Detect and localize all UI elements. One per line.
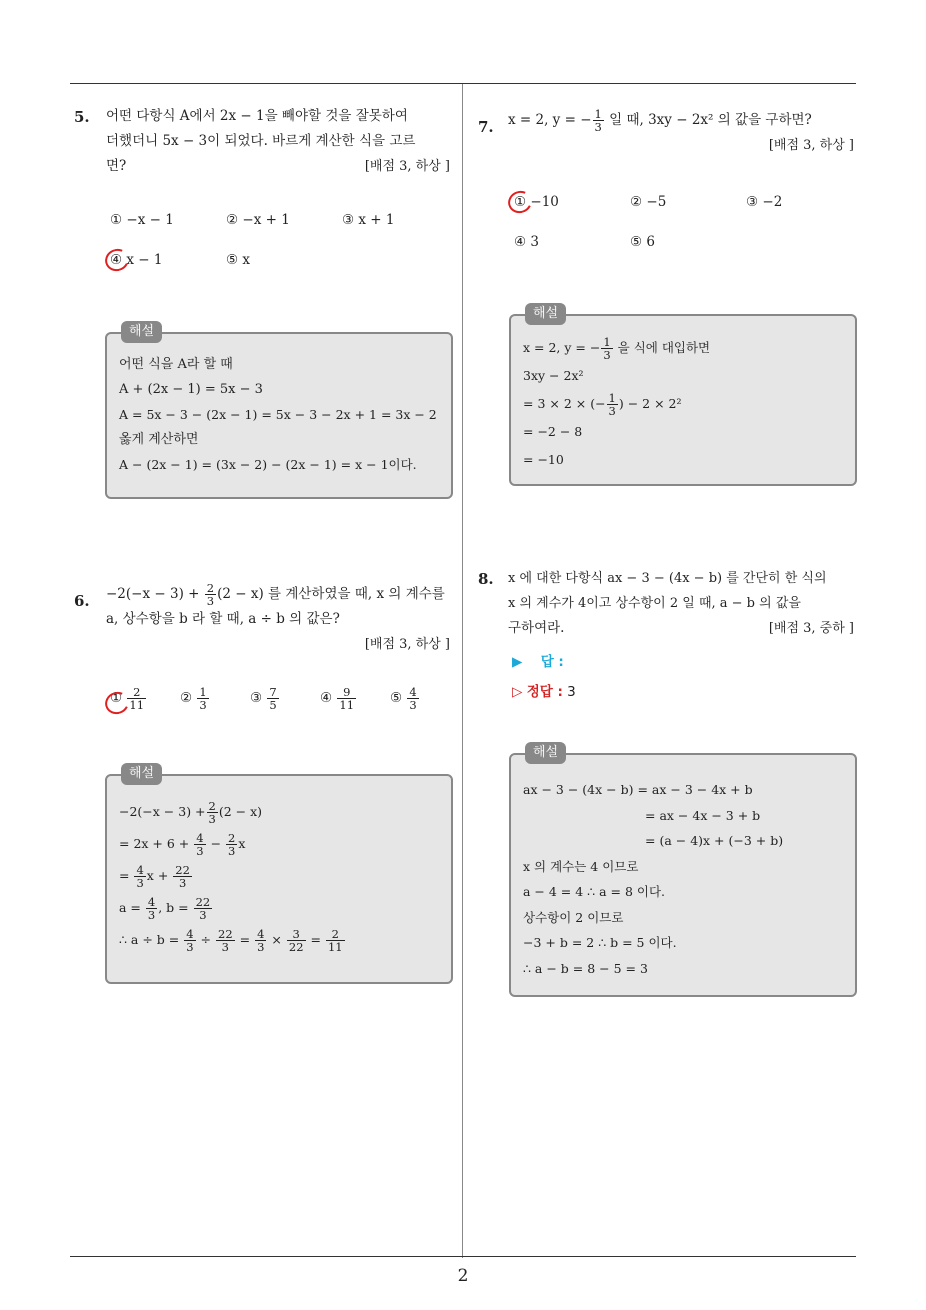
solution-line: 상수항이 2 이므로 <box>523 909 624 925</box>
fraction-numerator: 7 <box>269 685 277 699</box>
solution-line: 3xy − 2x² <box>523 368 584 383</box>
solution-line <box>523 334 843 362</box>
fraction-numerator: 9 <box>337 686 356 699</box>
fraction-denominator: 3 <box>199 698 207 712</box>
choice-label: ① <box>110 690 123 706</box>
fraction-numerator: 1 <box>199 685 207 699</box>
fraction-numerator: 1 <box>608 391 616 405</box>
math-text: x = 2, y = − <box>508 112 592 128</box>
math-text: = <box>119 868 130 883</box>
fraction-denominator: 5 <box>269 698 277 712</box>
choice-3[interactable]: ③ −2 <box>746 194 783 210</box>
problem-7-line-1 <box>508 108 858 133</box>
choice-1[interactable]: ① −x − 1 <box>110 212 174 228</box>
fraction-denominator: 3 <box>608 404 616 418</box>
math-text: − <box>210 836 222 851</box>
choice-4[interactable] <box>320 686 357 711</box>
solution-line: A + (2x − 1) = 5x − 3 <box>119 382 263 397</box>
fraction <box>205 582 216 607</box>
correct-answer-value: 3 <box>567 684 576 700</box>
fraction-denominator: 3 <box>228 844 236 858</box>
fraction-denominator: 11 <box>339 698 355 712</box>
solution-line: a − 4 = 4 ∴ a = 8 이다. <box>523 884 666 899</box>
fraction <box>127 686 146 711</box>
fraction-denominator: 22 <box>288 940 304 954</box>
fraction-denominator: 3 <box>196 844 204 858</box>
choice-5[interactable]: ⑤ x <box>226 252 251 268</box>
solution-line: = ax − 4x − 3 + b <box>645 807 761 823</box>
fraction-denominator: 3 <box>147 908 156 922</box>
fraction-denominator: 3 <box>136 876 144 890</box>
choice-3[interactable]: ③ x + 1 <box>342 212 395 228</box>
solution-line: −3 + b = 2 ∴ b = 5 이다. <box>523 935 677 950</box>
fraction <box>267 686 278 711</box>
correct-answer-label: 정답 : <box>526 684 563 700</box>
fraction <box>226 832 237 857</box>
math-text: x = 2, y = − <box>523 340 601 355</box>
page-number: 2 <box>457 1266 469 1286</box>
solution-line <box>119 924 439 956</box>
choice-3[interactable] <box>250 686 280 711</box>
fraction <box>207 800 218 825</box>
problem-7-solution-box <box>509 306 857 486</box>
solution-line: = −2 − 8 <box>523 424 583 439</box>
fraction <box>173 864 192 889</box>
problem-6-expr-b: (2 − x) 를 계산하였을 때, x 의 계수를 <box>217 586 445 602</box>
math-text: x <box>238 836 246 851</box>
choice-2[interactable]: ② −x + 1 <box>226 212 290 228</box>
correct-answer-row <box>512 680 576 700</box>
math-text: 을 식에 대입하면 <box>617 340 711 355</box>
fraction-numerator: 4 <box>257 927 265 941</box>
math-text: a = <box>119 900 141 915</box>
problem-6-expr-a: −2(−x − 3) + <box>106 586 200 602</box>
problem-8-line-2: x 의 계수가 4이고 상수항이 2 일 때, a − b 의 값을 <box>508 596 801 611</box>
math-text: = <box>239 932 251 947</box>
fraction-denominator: 11 <box>129 698 145 712</box>
choice-2[interactable] <box>180 686 210 711</box>
fraction <box>326 928 345 953</box>
problem-5-number: 5. <box>74 108 90 126</box>
problem-7-number: 7. <box>478 118 494 136</box>
fraction <box>407 686 418 711</box>
choice-4[interactable]: ④ 3 <box>514 234 539 250</box>
problem-6-number: 6. <box>74 592 90 610</box>
fraction-denominator: 3 <box>603 348 611 362</box>
math-text: = 2x + 6 + <box>119 836 190 851</box>
fraction-numerator: 2 <box>206 581 215 595</box>
problem-7-text <box>508 108 858 158</box>
fraction-denominator: 11 <box>327 940 343 954</box>
answer-mark-circle <box>102 246 132 275</box>
fraction-denominator: 3 <box>206 594 215 608</box>
play-triangle-icon: ▶ <box>512 654 523 670</box>
math-text: ) − 2 × 2² <box>618 396 682 411</box>
fraction-numerator: 22 <box>175 863 190 877</box>
fraction-numerator: 22 <box>218 927 233 941</box>
choice-label: ③ <box>250 690 263 706</box>
problem-8-line-1: x 에 대한 다항식 ax − 3 − (4x − b) 를 간단히 한 식의 <box>508 571 827 586</box>
fraction-numerator: 2 <box>326 928 345 941</box>
problem-6-solution-box <box>105 766 453 984</box>
problem-6-points: [배점 3, 하상 ] <box>364 637 450 652</box>
problem-6-text <box>106 582 454 657</box>
math-text: (2 − x) <box>218 804 263 819</box>
problem-6-line-1 <box>106 582 454 607</box>
solution-line <box>523 390 843 418</box>
solution-line <box>119 860 439 892</box>
problem-5-solution-box <box>105 324 453 499</box>
problem-5-line-1: 어떤 다항식 A에서 2x − 1을 빼야할 것을 잘못하여 <box>106 108 408 124</box>
math-text: 일 때, 3xy − 2x² 의 값을 구하면? <box>609 112 812 128</box>
problem-8-solution-box <box>509 745 857 997</box>
fraction <box>134 864 145 889</box>
math-text: −2(−x − 3) + <box>119 804 206 819</box>
fraction-numerator: 22 <box>195 895 211 909</box>
fraction-numerator: 4 <box>196 831 204 845</box>
math-text: ∴ a ÷ b = <box>119 932 180 947</box>
fraction <box>337 686 356 711</box>
choice-label: ⑤ <box>390 690 403 706</box>
fraction-denominator: 3 <box>186 940 194 954</box>
problem-8-points: [배점 3, 중하 ] <box>768 621 854 636</box>
fraction <box>216 928 235 953</box>
solution-tag: 해설 <box>121 321 162 343</box>
fraction <box>194 896 213 921</box>
fraction-numerator: 4 <box>186 927 194 941</box>
answer-label[interactable]: 답 : <box>540 654 564 670</box>
fraction <box>255 928 266 953</box>
choice-2[interactable]: ② −5 <box>630 194 667 210</box>
fraction-denominator: 3 <box>409 698 417 712</box>
fraction-numerator: 3 <box>287 928 306 941</box>
problem-5-line-2: 더했더니 5x − 3이 되었다. 바르게 계산한 식을 고르 <box>106 133 416 149</box>
top-rule <box>70 83 856 84</box>
problem-5-line-3: 면? <box>106 158 127 174</box>
solution-line: x 의 계수는 4 이므로 <box>523 858 639 874</box>
problem-5-points: [배점 3, 하상 ] <box>364 159 450 174</box>
solution-tag: 해설 <box>121 763 162 785</box>
solution-line: A = 5x − 3 − (2x − 1) = 5x − 3 − 2x + 1 = 3x − 2 <box>119 407 437 422</box>
solution-line: ∴ a − b = 8 − 5 = 3 <box>523 960 648 976</box>
fraction <box>601 336 612 361</box>
problem-8-text <box>508 566 858 641</box>
fraction <box>197 686 208 711</box>
fraction <box>194 832 205 857</box>
solution-line: = −10 <box>523 452 564 467</box>
problem-5-text <box>106 104 454 179</box>
solution-tag: 해설 <box>525 303 566 325</box>
fraction-denominator: 3 <box>178 876 187 890</box>
fraction <box>607 392 618 417</box>
math-text: x + <box>146 868 169 883</box>
choice-5[interactable] <box>390 686 420 711</box>
fraction-numerator: 2 <box>127 686 146 699</box>
fraction-denominator: 3 <box>199 908 207 922</box>
choice-1[interactable]: ① −10 <box>514 194 559 210</box>
solution-line: ax − 3 − (4x − b) = ax − 3 − 4x + b <box>523 782 753 797</box>
choice-label: ④ <box>320 690 333 706</box>
answer-row <box>512 650 564 670</box>
bottom-rule <box>70 1256 856 1257</box>
solution-tag: 해설 <box>525 742 566 764</box>
fraction-denominator: 3 <box>208 812 216 826</box>
fraction-numerator: 1 <box>603 335 611 349</box>
solution-line <box>119 892 439 924</box>
solution-line: 옳게 계산하면 <box>119 432 199 447</box>
fraction-numerator: 4 <box>409 685 417 699</box>
problem-7-points: [배점 3, 하상 ] <box>768 138 854 153</box>
answer-mark-circle <box>505 188 535 217</box>
math-text: = <box>310 932 321 947</box>
solution-line <box>119 796 439 828</box>
math-text: ÷ <box>200 932 212 947</box>
fraction-numerator: 4 <box>136 863 144 877</box>
fraction-numerator: 4 <box>147 895 156 909</box>
math-text: = 3 × 2 × (− <box>523 396 606 411</box>
math-text: , b = <box>158 900 189 915</box>
problem-8-line-3: 구하여라. <box>508 620 565 636</box>
choice-4[interactable]: ④ x − 1 <box>110 252 163 268</box>
fraction-denominator: 3 <box>221 940 229 954</box>
math-text: × <box>271 932 282 947</box>
solution-line <box>119 828 439 860</box>
problem-8-number: 8. <box>478 570 494 588</box>
fraction <box>184 928 195 953</box>
solution-line: A − (2x − 1) = (3x − 2) − (2x − 1) = x − 1이다. <box>119 457 417 472</box>
outline-triangle-icon: ▷ <box>512 684 523 700</box>
fraction-denominator: 3 <box>257 940 265 954</box>
choice-5[interactable]: ⑤ 6 <box>630 234 655 250</box>
solution-line: 어떤 식을 A라 할 때 <box>119 357 233 372</box>
solution-line: = (a − 4)x + (−3 + b) <box>645 833 784 848</box>
fraction-numerator: 2 <box>228 831 236 845</box>
fraction <box>146 896 157 921</box>
problem-6-line-2: a, 상수항을 b 라 할 때, a ÷ b 의 값은? <box>106 611 340 627</box>
fraction <box>593 108 604 133</box>
fraction-denominator: 3 <box>594 120 602 134</box>
fraction-numerator: 2 <box>208 799 216 813</box>
fraction <box>287 928 306 953</box>
fraction-numerator: 1 <box>594 107 602 121</box>
choice-label: ② <box>180 690 193 706</box>
column-divider <box>462 84 463 1258</box>
